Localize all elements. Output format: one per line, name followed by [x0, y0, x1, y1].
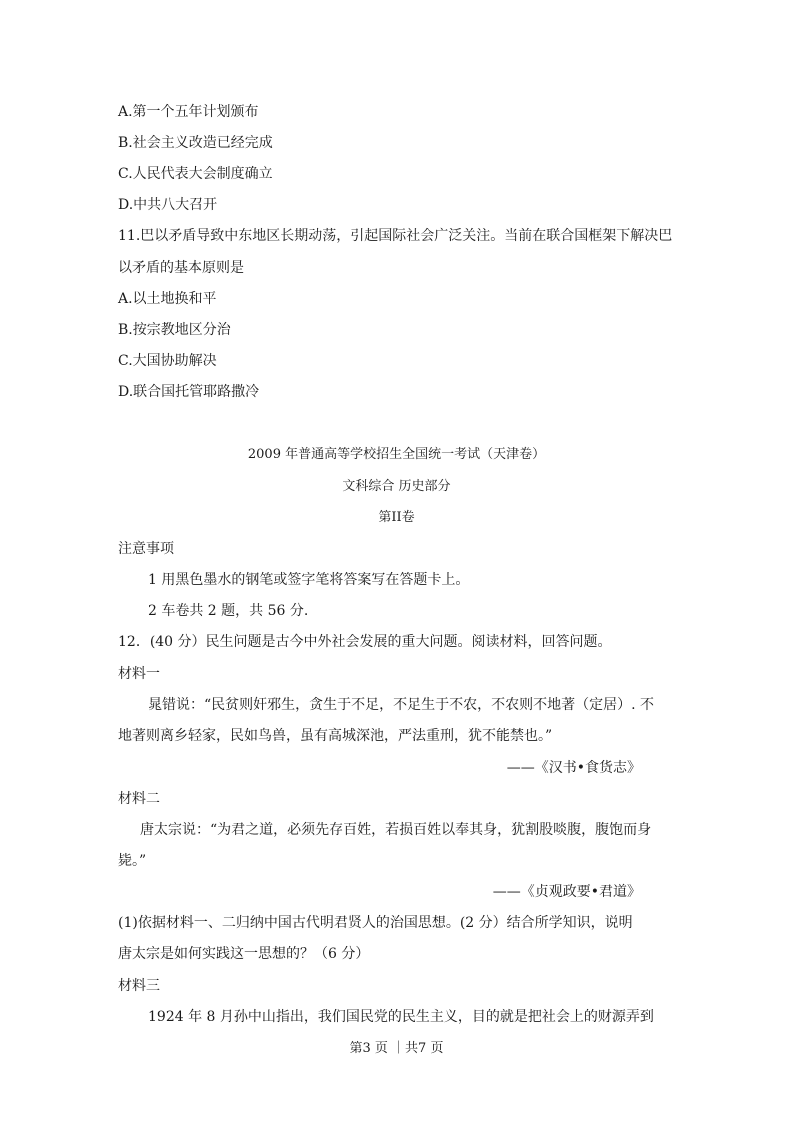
material-3-line1: 1924 年 8 月孙中山指出，我们国民党的民生主义，目的就是把社会上的财源弄到 — [148, 1009, 654, 1025]
material-1-line1: 晁错说：“民贫则奸邪生，贪生于不足，不足生于不农，不农则不地著（定居）. 不 — [148, 697, 655, 713]
notice-item-2: 2 车卷共 2 题，共 56 分. — [148, 603, 309, 619]
material-2-line1: 唐太宗说：“为君之道，必须先存百姓，若损百姓以奉其身，犹割股啖腹，腹饱而身 — [140, 822, 652, 838]
q11-option-a: A.以土地换和平 — [118, 291, 217, 307]
material-3-label: 材料三 — [118, 978, 160, 994]
exam-subtitle: 文科综合 历史部分 — [342, 479, 451, 494]
page-footer: 第3 页 ｜共7 页 — [349, 1041, 444, 1056]
q11-stem-line2: 以矛盾的基本原则是 — [118, 260, 244, 276]
q11-option-b: B.按宗教地区分治 — [118, 322, 231, 338]
exam-volume: 第II卷 — [378, 510, 415, 525]
q10-option-c: C.人民代表大会制度确立 — [118, 166, 273, 182]
material-2-line2: 毙。” — [118, 853, 147, 869]
material-1-label: 材料一 — [118, 666, 160, 682]
exam-title: 2009 年普通高等学校招生全国统一考试（天津卷） — [247, 447, 546, 462]
q10-option-d: D.中共八大召开 — [118, 197, 218, 213]
q11-option-c: C.大国协助解决 — [118, 353, 217, 369]
q11-stem-line1: 11.巴以矛盾导致中东地区长期动荡，引起国际社会广泛关注。当前在联合国框架下解决巴 — [118, 228, 673, 244]
q12-stem: 12．(40 分）民生问题是古今中外社会发展的重大问题。阅读材料，回答问题。 — [118, 634, 612, 650]
material-2-source: ——《贞观政要•君道》 — [492, 884, 641, 900]
notice-item-1: 1 用黑色墨水的钢笔或签字笔将答案写在答题卡上。 — [148, 572, 470, 588]
q10-option-b: B.社会主义改造已经完成 — [118, 135, 273, 151]
material-1-source: ——《汉书•食货志》 — [506, 760, 641, 776]
material-2-label: 材料二 — [118, 791, 160, 807]
material-1-line2: 地著则离乡轻家，民如鸟兽，虽有高城深池，严法重刑，犹不能禁也。” — [118, 728, 553, 744]
q11-option-d: D.联合国托管耶路撒冷 — [118, 384, 260, 400]
q10-option-a: A.第一个五年计划颁布 — [118, 104, 259, 120]
sub-question-1-line1: (1)依据材料一、二归纳中国古代明君贤人的治国思想。(2 分）结合所学知识，说明 — [118, 915, 633, 931]
sub-question-1-line2: 唐太宗是如何实践这一思想的？（6 分） — [118, 946, 370, 962]
notice-heading: 注意事项 — [118, 541, 174, 557]
